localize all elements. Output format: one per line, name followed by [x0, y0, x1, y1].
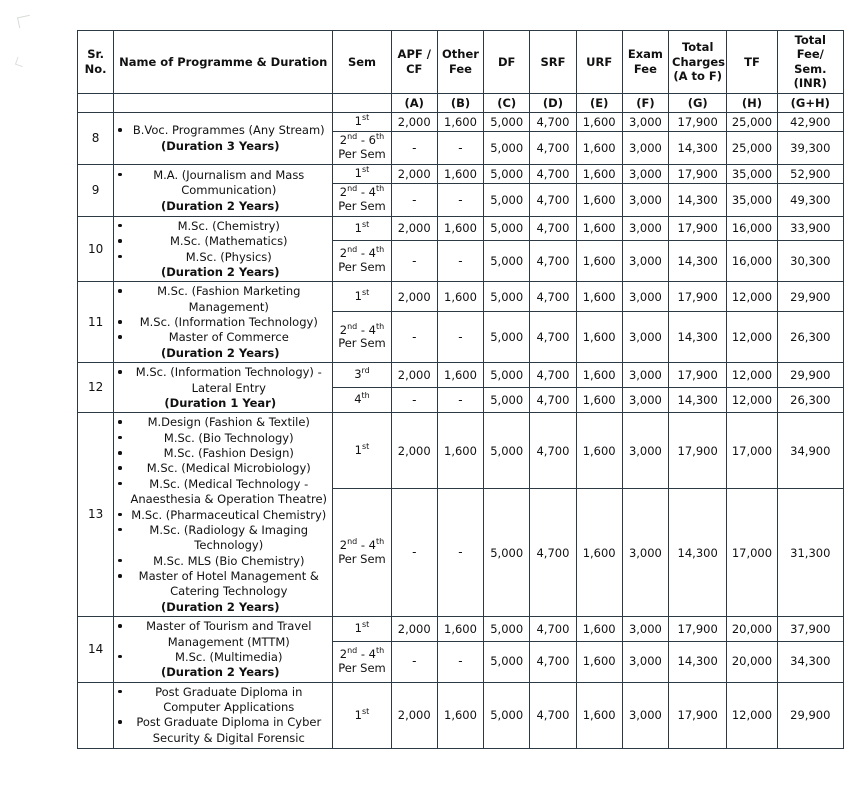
cell-exam-fee: 3,000	[622, 387, 668, 412]
table-row	[78, 164, 844, 183]
cell-apf-cf: 2,000	[391, 282, 437, 312]
header-sr-no-line1: Sr.	[87, 47, 104, 62]
programme-list-item: Master of Commerce	[117, 330, 329, 344]
cell-sem: 4th	[333, 387, 391, 412]
cell-sr-no: 11	[78, 282, 114, 363]
header-total-fee-line1: Total Fee/	[794, 33, 826, 62]
cell-other-fee: 1,600	[437, 282, 483, 312]
cell-programme-name	[114, 617, 333, 683]
cell-sr-no: 8	[78, 112, 114, 164]
cell-tf: 12,000	[727, 312, 777, 363]
cell-srf: 4,700	[530, 132, 576, 165]
programme-list-item: Communication)	[181, 183, 277, 198]
cell-srf: 4,700	[530, 413, 576, 489]
programme-list-item: M.Sc. (Bio Technology)	[117, 431, 329, 445]
cell-other-fee: 1,600	[437, 363, 483, 388]
cell-exam-fee: 3,000	[622, 164, 668, 183]
programme-list-item: M.Sc. MLS (Bio Chemistry)	[117, 554, 329, 568]
cell-srf: 4,700	[530, 164, 576, 183]
letter-blank-sr	[78, 93, 114, 112]
cell-df: 5,000	[484, 413, 530, 489]
letter-blank-sem	[333, 93, 391, 112]
programme-list-item: M.Design (Fashion & Textile)	[117, 415, 329, 429]
cell-exam-fee: 3,000	[622, 216, 668, 240]
cell-sr-no: 12	[78, 363, 114, 413]
cell-apf-cf: 2,000	[391, 363, 437, 388]
cell-exam-fee: 3,000	[622, 312, 668, 363]
cell-srf: 4,700	[530, 241, 576, 282]
cell-total-fee: 29,900	[777, 363, 843, 388]
letter-g-plus-h: (G+H)	[777, 93, 843, 112]
column-letter-row	[78, 93, 844, 112]
header-apf-cf-line1: APF /	[397, 47, 431, 62]
table-row	[78, 617, 844, 641]
cell-other-fee: -	[437, 312, 483, 363]
cell-total-charges: 17,900	[669, 216, 727, 240]
cell-other-fee: 1,600	[437, 164, 483, 183]
programme-list-item: Security & Digital Forensic	[152, 730, 305, 745]
programme-list-item: Management (MTTM)	[167, 634, 290, 649]
programme-list-item: M.Sc. (Medical Technology -	[117, 477, 329, 491]
programme-list-item: M.A. (Journalism and Mass	[117, 168, 329, 182]
cell-urf: 1,600	[576, 132, 622, 165]
cell-sem: 1st	[333, 164, 391, 183]
programme-list-item: B.Voc. Programmes (Any Stream)	[117, 123, 329, 137]
cell-tf: 17,000	[727, 489, 777, 617]
cell-programme-name	[114, 282, 333, 363]
header-total-charges-line2: Charges	[672, 54, 725, 69]
cell-urf: 1,600	[576, 363, 622, 388]
programme-duration: (Duration 3 Years)	[160, 138, 280, 153]
programme-list-item: M.Sc. (Multimedia)	[117, 650, 329, 664]
programme-list-item: Management)	[188, 299, 269, 314]
cell-total-fee: 26,300	[777, 312, 843, 363]
cell-tf: 25,000	[727, 112, 777, 131]
cell-tf: 12,000	[727, 387, 777, 412]
cell-df: 5,000	[484, 387, 530, 412]
table-row	[78, 216, 844, 240]
cell-exam-fee: 3,000	[622, 112, 668, 131]
cell-exam-fee: 3,000	[622, 132, 668, 165]
programme-duration: (Duration 2 Years)	[160, 198, 280, 213]
cell-sem: 1st	[333, 282, 391, 312]
header-other-fee-line2: Fee	[448, 61, 472, 76]
table-row	[78, 112, 844, 131]
letter-a: (A)	[391, 93, 437, 112]
cell-sem: 2nd - 4th Per Sem	[333, 184, 391, 217]
cell-apf-cf: 2,000	[391, 413, 437, 489]
cell-other-fee: -	[437, 132, 483, 165]
header-total-charges-line1: Total	[681, 40, 714, 55]
cell-apf-cf: -	[391, 132, 437, 165]
cell-total-fee: 34,300	[777, 641, 843, 682]
cell-urf: 1,600	[576, 387, 622, 412]
cell-srf: 4,700	[530, 641, 576, 682]
fee-structure-table	[77, 30, 844, 749]
cell-urf: 1,600	[576, 184, 622, 217]
cell-tf: 25,000	[727, 132, 777, 165]
cell-tf: 16,000	[727, 241, 777, 282]
cell-total-fee: 37,900	[777, 617, 843, 641]
header-sr-no	[78, 31, 114, 94]
letter-h: (H)	[727, 93, 777, 112]
cell-programme-name	[114, 216, 333, 282]
cell-total-fee: 26,300	[777, 387, 843, 412]
cell-urf: 1,600	[576, 617, 622, 641]
programme-duration: (Duration 2 Years)	[160, 599, 280, 614]
cell-total-charges: 17,900	[669, 413, 727, 489]
cell-total-charges: 17,900	[669, 112, 727, 131]
programme-list	[117, 365, 329, 395]
header-other-fee	[437, 31, 483, 94]
header-sem: Sem	[333, 31, 391, 94]
programme-list-item: M.Sc. (Pharmaceutical Chemistry)	[117, 508, 329, 522]
cell-df: 5,000	[484, 682, 530, 749]
cell-urf: 1,600	[576, 641, 622, 682]
cell-total-charges: 14,300	[669, 184, 727, 217]
programme-list-item: Anaesthesia & Operation Theatre)	[130, 492, 328, 507]
cell-apf-cf: -	[391, 241, 437, 282]
header-total-fee-line2: Sem.	[794, 61, 827, 76]
cell-apf-cf: 2,000	[391, 682, 437, 749]
cell-programme-name	[114, 363, 333, 413]
cell-exam-fee: 3,000	[622, 641, 668, 682]
cell-apf-cf: 2,000	[391, 112, 437, 131]
programme-list-item: M.Sc. (Fashion Marketing	[117, 284, 329, 298]
cell-exam-fee: 3,000	[622, 241, 668, 282]
cell-sem: 1st	[333, 216, 391, 240]
cell-apf-cf: -	[391, 387, 437, 412]
cell-sem: 1st	[333, 112, 391, 131]
programme-list-item: Lateral Entry	[191, 380, 266, 395]
cell-total-charges: 17,900	[669, 164, 727, 183]
cell-sem: 3rd	[333, 363, 391, 388]
cell-other-fee: -	[437, 387, 483, 412]
programme-list	[117, 168, 329, 198]
scan-artifact-icon	[15, 57, 25, 67]
cell-srf: 4,700	[530, 312, 576, 363]
cell-other-fee: 1,600	[437, 112, 483, 131]
cell-apf-cf: -	[391, 312, 437, 363]
cell-df: 5,000	[484, 363, 530, 388]
header-tf: TF	[727, 31, 777, 94]
scan-artifact-icon	[17, 15, 32, 28]
cell-sem: 1st	[333, 617, 391, 641]
letter-b: (B)	[437, 93, 483, 112]
header-other-fee-line1: Other	[442, 47, 479, 62]
table-header	[78, 31, 844, 113]
header-sr-no-line2: No.	[84, 61, 107, 76]
cell-tf: 20,000	[727, 641, 777, 682]
cell-srf: 4,700	[530, 282, 576, 312]
cell-exam-fee: 3,000	[622, 184, 668, 217]
cell-srf: 4,700	[530, 112, 576, 131]
cell-urf: 1,600	[576, 216, 622, 240]
cell-total-fee: 30,300	[777, 241, 843, 282]
cell-sem: 2nd - 4th Per Sem	[333, 241, 391, 282]
cell-sem: 2nd - 6th Per Sem	[333, 132, 391, 165]
cell-other-fee: 1,600	[437, 682, 483, 749]
programme-list-item: M.Sc. (Physics)	[117, 250, 329, 264]
programme-list-item: Computer Applications	[163, 700, 295, 715]
header-urf: URF	[576, 31, 622, 94]
cell-df: 5,000	[484, 184, 530, 217]
table-row	[78, 682, 844, 749]
cell-total-fee: 33,900	[777, 216, 843, 240]
programme-list	[117, 219, 329, 264]
cell-tf: 20,000	[727, 617, 777, 641]
cell-df: 5,000	[484, 282, 530, 312]
cell-df: 5,000	[484, 164, 530, 183]
cell-apf-cf: 2,000	[391, 164, 437, 183]
programme-list-item: M.Sc. (Chemistry)	[117, 219, 329, 233]
programme-list-item: Technology)	[194, 538, 264, 553]
cell-other-fee: -	[437, 489, 483, 617]
programme-list-item: M.Sc. (Information Technology)	[117, 315, 329, 329]
table-row	[78, 282, 844, 312]
programme-list	[117, 619, 329, 664]
cell-df: 5,000	[484, 216, 530, 240]
cell-sem: 2nd - 4th Per Sem	[333, 641, 391, 682]
cell-programme-name	[114, 413, 333, 617]
cell-total-charges: 14,300	[669, 241, 727, 282]
cell-other-fee: 1,600	[437, 413, 483, 489]
cell-exam-fee: 3,000	[622, 682, 668, 749]
cell-tf: 16,000	[727, 216, 777, 240]
cell-other-fee: -	[437, 241, 483, 282]
programme-duration: (Duration 2 Years)	[160, 345, 280, 360]
cell-programme-name	[114, 682, 333, 749]
programme-list-item: M.Sc. (Information Technology) -	[117, 365, 329, 379]
cell-urf: 1,600	[576, 413, 622, 489]
cell-srf: 4,700	[530, 682, 576, 749]
header-df: DF	[484, 31, 530, 94]
header-apf-cf-line2: CF	[406, 61, 423, 76]
programme-list-item: Catering Technology	[170, 584, 288, 599]
cell-tf: 35,000	[727, 164, 777, 183]
programme-list-item: Post Graduate Diploma in	[117, 685, 329, 699]
header-total-charges	[669, 31, 727, 94]
programme-duration: (Duration 2 Years)	[160, 665, 280, 680]
programme-list-item: Master of Hotel Management &	[117, 569, 329, 583]
programme-duration: (Duration 1 Year)	[164, 395, 277, 410]
cell-df: 5,000	[484, 132, 530, 165]
programme-list	[117, 685, 329, 746]
programme-list	[117, 415, 329, 599]
cell-srf: 4,700	[530, 363, 576, 388]
cell-sr-no	[78, 682, 114, 749]
cell-tf: 17,000	[727, 413, 777, 489]
programme-duration: (Duration 2 Years)	[160, 264, 280, 279]
cell-sem: 1st	[333, 413, 391, 489]
cell-total-fee: 31,300	[777, 489, 843, 617]
cell-tf: 35,000	[727, 184, 777, 217]
letter-f: (F)	[622, 93, 668, 112]
header-total-fee-line3: (INR)	[793, 76, 827, 91]
programme-list-item: M.Sc. (Medical Microbiology)	[117, 461, 329, 475]
cell-exam-fee: 3,000	[622, 413, 668, 489]
cell-other-fee: 1,600	[437, 216, 483, 240]
programme-list	[117, 123, 329, 137]
cell-total-fee: 49,300	[777, 184, 843, 217]
cell-tf: 12,000	[727, 682, 777, 749]
header-programme-name: Name of Programme & Duration	[114, 31, 333, 94]
cell-total-fee: 34,900	[777, 413, 843, 489]
letter-e: (E)	[576, 93, 622, 112]
cell-exam-fee: 3,000	[622, 489, 668, 617]
header-exam-fee-line1: Exam	[627, 47, 663, 62]
table-row	[78, 363, 844, 388]
cell-urf: 1,600	[576, 282, 622, 312]
header-exam-fee-line2: Fee	[633, 61, 657, 76]
cell-urf: 1,600	[576, 241, 622, 282]
cell-apf-cf: 2,000	[391, 617, 437, 641]
cell-total-charges: 14,300	[669, 489, 727, 617]
cell-sem: 1st	[333, 682, 391, 749]
cell-total-fee: 39,300	[777, 132, 843, 165]
cell-apf-cf: -	[391, 489, 437, 617]
header-exam-fee	[622, 31, 668, 94]
cell-exam-fee: 3,000	[622, 282, 668, 312]
cell-srf: 4,700	[530, 184, 576, 217]
cell-urf: 1,600	[576, 112, 622, 131]
cell-df: 5,000	[484, 641, 530, 682]
programme-list-item: Master of Tourism and Travel	[117, 619, 329, 633]
cell-apf-cf: -	[391, 641, 437, 682]
cell-other-fee: -	[437, 641, 483, 682]
cell-sem: 2nd - 4th Per Sem	[333, 312, 391, 363]
cell-urf: 1,600	[576, 312, 622, 363]
programme-list-item: M.Sc. (Mathematics)	[117, 234, 329, 248]
cell-urf: 1,600	[576, 164, 622, 183]
cell-total-fee: 29,900	[777, 682, 843, 749]
cell-urf: 1,600	[576, 489, 622, 617]
cell-srf: 4,700	[530, 387, 576, 412]
header-total-charges-line3: (A to F)	[673, 68, 723, 83]
cell-apf-cf: 2,000	[391, 216, 437, 240]
cell-sem: 2nd - 4th Per Sem	[333, 489, 391, 617]
cell-df: 5,000	[484, 241, 530, 282]
cell-srf: 4,700	[530, 617, 576, 641]
programme-list	[117, 284, 329, 345]
cell-df: 5,000	[484, 489, 530, 617]
cell-srf: 4,700	[530, 216, 576, 240]
cell-tf: 12,000	[727, 282, 777, 312]
cell-total-charges: 14,300	[669, 641, 727, 682]
cell-sr-no: 10	[78, 216, 114, 282]
programme-list-item: M.Sc. (Radiology & Imaging	[117, 523, 329, 537]
letter-blank-name	[114, 93, 333, 112]
cell-exam-fee: 3,000	[622, 617, 668, 641]
cell-total-charges: 17,900	[669, 282, 727, 312]
cell-df: 5,000	[484, 617, 530, 641]
header-apf-cf	[391, 31, 437, 94]
cell-df: 5,000	[484, 312, 530, 363]
cell-other-fee: -	[437, 184, 483, 217]
letter-g: (G)	[669, 93, 727, 112]
cell-programme-name	[114, 112, 333, 164]
cell-total-charges: 14,300	[669, 132, 727, 165]
cell-total-fee: 42,900	[777, 112, 843, 131]
cell-df: 5,000	[484, 112, 530, 131]
cell-other-fee: 1,600	[437, 617, 483, 641]
cell-sr-no: 14	[78, 617, 114, 683]
programme-list-item: M.Sc. (Fashion Design)	[117, 446, 329, 460]
cell-srf: 4,700	[530, 489, 576, 617]
cell-apf-cf: -	[391, 184, 437, 217]
cell-exam-fee: 3,000	[622, 363, 668, 388]
header-total-fee	[777, 31, 843, 94]
cell-urf: 1,600	[576, 682, 622, 749]
table-body	[78, 112, 844, 748]
letter-d: (D)	[530, 93, 576, 112]
cell-total-charges: 17,900	[669, 682, 727, 749]
cell-programme-name	[114, 164, 333, 216]
cell-sr-no: 13	[78, 413, 114, 617]
cell-tf: 12,000	[727, 363, 777, 388]
cell-total-charges: 17,900	[669, 617, 727, 641]
cell-total-fee: 29,900	[777, 282, 843, 312]
cell-total-fee: 52,900	[777, 164, 843, 183]
cell-total-charges: 17,900	[669, 363, 727, 388]
cell-total-charges: 14,300	[669, 312, 727, 363]
programme-list-item: Post Graduate Diploma in Cyber	[117, 715, 329, 729]
table-row	[78, 413, 844, 489]
letter-c: (C)	[484, 93, 530, 112]
cell-total-charges: 14,300	[669, 387, 727, 412]
header-srf: SRF	[530, 31, 576, 94]
cell-sr-no: 9	[78, 164, 114, 216]
